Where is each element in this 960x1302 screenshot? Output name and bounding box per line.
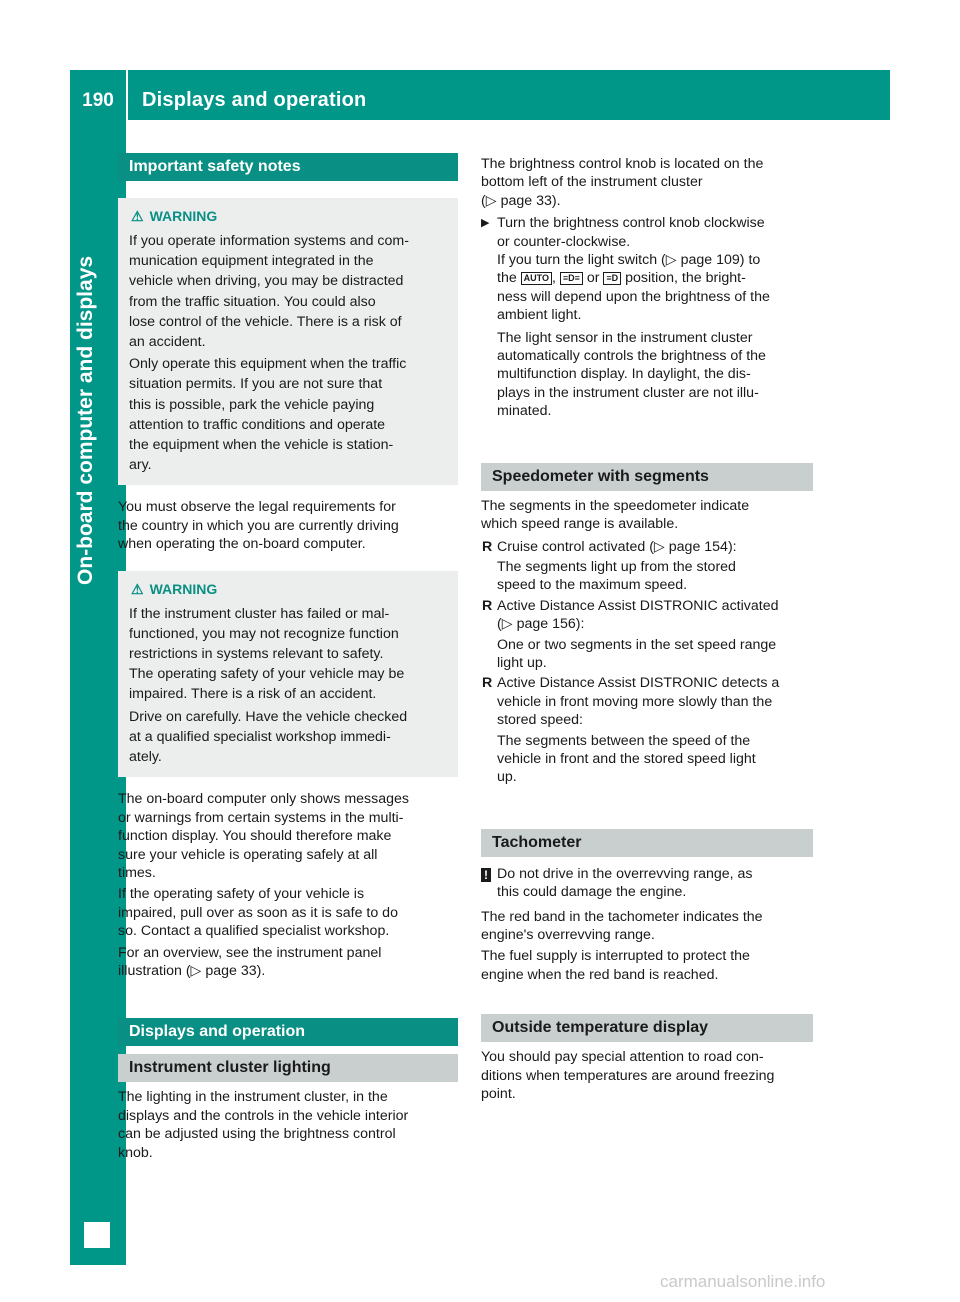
warning-triangle-icon: ⚠ [131,208,144,224]
warning-2-paragraph-1: If the instrument cluster has failed or mal- functioned, you may not recognize function restrictions in systems relevant to safety. The operating safety of your vehicle may be impaired. There is a risk of an accident. [129,605,405,703]
bullet-icon: R [482,597,493,614]
warning-title: ⚠ WARNING [131,580,218,597]
tachometer-fuel: The fuel supply is interrupted to protect the engine when the red band is reached. [481,948,750,983]
warning-triangle-icon: ⚠ [131,580,144,597]
instruction-step: ▶ Turn the brightness control knob clockwise or counter-clockwise. If you turn the light switch (▷ page 109) to the AUTO , ≡D≡ or ≡D position, the bright- ness will depend upon the brightness of the ambient light. The light sensor in the instrument cluster automatically controls the brightness of the multifunction display. In daylight, the dis- plays in the instrument cluster are not illu- minated. [481,214,813,420]
impaired-paragraph: If the operating safety of your vehicle is impaired, pull over as soon as it is safe to do so. Contact a qualified specialist workshop. [118,886,398,940]
left-column [118,153,458,1162]
speedometer-intro: The segments in the speedometer indicate which speed range is available. [481,497,750,533]
warning-title: ⚠ WARNING [131,208,218,224]
header-title: Displays and operation [142,89,367,111]
legal-paragraph: You must observe the legal requirements for the country in which you are currently driving when operating the on-board computer. [118,499,399,553]
caution-icon: ! [481,865,491,883]
chapter-label-text: On-board computer and displays [74,255,97,585]
warning-1-paragraph-1: If you operate information systems and com- munication equipment integrated in the vehicle when driving, you may be distracted from the traffic situation. You could also lose control of the vehicle. There is a risk of an accident. [129,233,409,351]
warning-box-2 [118,571,458,778]
onboard-paragraph: The on-board computer only shows messages or warnings from certain systems in the multi- function display. You should therefore make sure your vehicle is operating safely at all times. [118,791,409,881]
warning-box-1 [118,198,458,485]
cluster-paragraph: The lighting in the instrument cluster, in the displays and the controls in the vehicle interior can be adjusted using the brightness control knob. [118,1089,409,1161]
sensor-paragraph: The light sensor in the instrument cluster automatically controls the brightness of the multifunction display. In daylight, the dis- plays in the instrument cluster are not illu- minated. [497,329,766,420]
page-number: 190 [82,90,114,111]
outside-temperature-heading: Outside temperature display [481,1014,813,1042]
bullet-icon: R [482,538,493,555]
knob-paragraph: The brightness control knob is located on the bottom left of the instrument cluster (▷ page 33). [481,156,764,209]
header-divider [126,70,128,120]
tachometer-red-band: The red band in the tachometer indicates the engine's overrevving range. [481,908,763,943]
watermark: carmanualsonline.info [660,1272,826,1291]
overview-paragraph: For an overview, see the instrument panel illustration (▷ page 33). [118,944,382,979]
list-item: R Cruise control activated (▷ page 154): The segments light up from the stored speed to the maximum speed. [482,538,737,594]
list-item: R Active Distance Assist DISTRONIC activated (▷ page 156): One or two segments in the set speed range light up. [482,597,779,671]
sidebar-marker [84,1222,110,1248]
tachometer-note: ! Do not drive in the overrevving range, as this could damage the engine. [481,865,813,902]
displays-operation-heading: Displays and operation [118,1018,458,1046]
auto-light-icon: AUTO [521,272,552,285]
warning-2-paragraph-2: Drive on carefully. Have the vehicle checked at a qualified specialist workshop immedi- ately. [129,708,408,766]
parking-light-icon: ≡D≡ [560,272,583,285]
list-item: R Active Distance Assist DISTRONIC detects a vehicle in front moving more slowly than the stored speed: The segments between the speed of the vehicle in front and the stored speed light up. [482,675,780,786]
important-safety-heading: Important safety notes [118,153,458,181]
right-column [481,155,813,1103]
page-header [70,70,890,120]
temperature-paragraph: You should pay special attention to road con- ditions when temperatures are around freezing point. [481,1049,775,1103]
tachometer-heading: Tachometer [481,829,813,857]
step-arrow-icon: ▶ [481,217,490,230]
speedometer-heading: Speedometer with segments [481,463,813,491]
low-beam-icon: ≡D [603,272,621,285]
warning-1-paragraph-2: Only operate this equipment when the traffic situation permits. If you are not sure that this is possible, park the vehicle paying attention to traffic conditions and operate the equipment when the vehicle is station- ary. [129,356,407,474]
instrument-cluster-heading: Instrument cluster lighting [118,1054,458,1082]
bullet-icon: R [482,675,493,692]
